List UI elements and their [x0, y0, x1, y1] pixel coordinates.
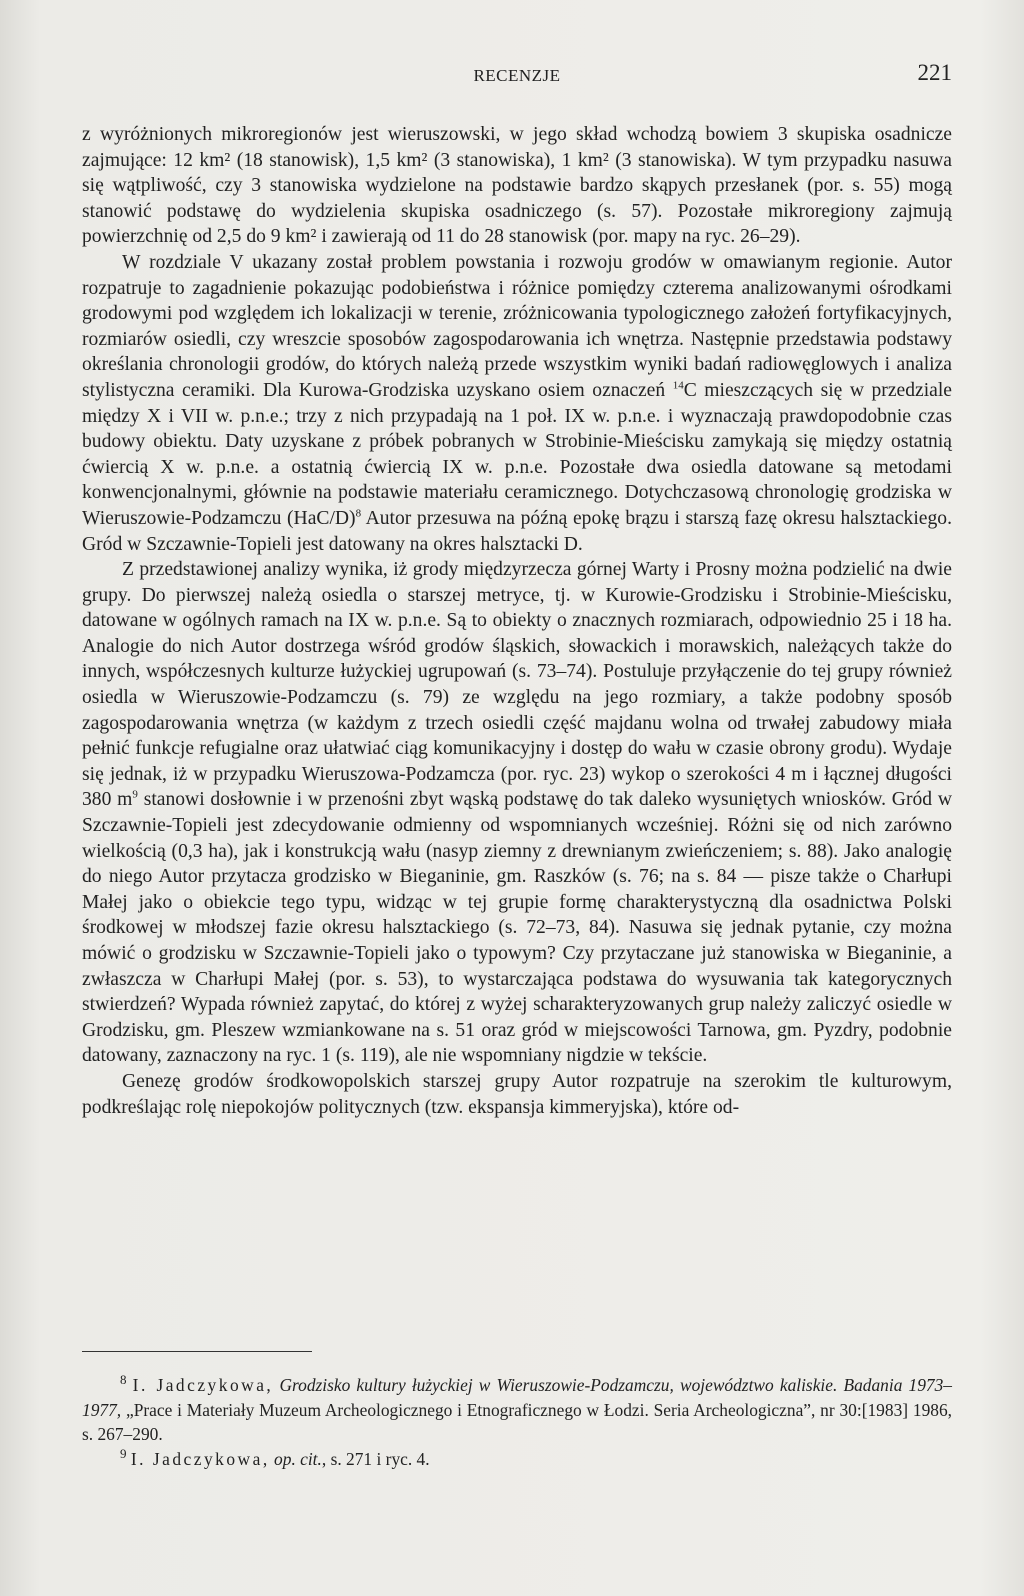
paragraph-1-text: z wyróżnionych mikroregionów jest wieruszowski, w jego skład wchodzą bowiem 3 skupiska osadnicze zajmujące: 12 km² (18 stanowisk), 1,5 km² (3 stanowiska), 1 km² (3 stanowiska). W tym przypadku nasuwa się wątpliwość, czy 3 stanowiska wydzielone na podstawie bardzo skąpych przesłanek (por. s. 55) mogą stanowić podstawę do wydzielenia skupiska osadniczego (s. 57). Pozostałe mikroregiony zajmują powierzchnię od 2,5 do 9 km² i zawierają od 11 do 28 stanowisk (por. mapy na ryc. 26–29).: [82, 124, 952, 248]
page-number: 221: [917, 60, 952, 85]
paragraph-3: [82, 557, 952, 1069]
footnotes: [82, 1373, 952, 1471]
paragraph-2-text-c: Autor przesuwa na późną epokę brązu i starszą fazę okresu halsztackiego. Gród w Szczawnie-Topieli jest datowany na okres halsztacki D.: [82, 507, 952, 555]
page-header: [82, 60, 952, 90]
running-head: RECENZJE: [473, 66, 561, 85]
footnote-9-title: op. cit.: [274, 1448, 322, 1469]
footnote-8: [82, 1373, 952, 1447]
paragraph-3-text-b: stanowi dosłownie i w przenośni zbyt wąską podstawę do tak daleko wysuniętych wniosków. Gród w Szczawnie-Topieli jest zdecydowanie odmienny od wspomnianych wcześniej. Różni się od nich zarówno wielkością (0,3 ha), jak i konstrukcją wału (nasyp ziemny z drewnianym zwieńczeniem; s. 88). Jako analogię do niego Autor przytacza grodzisko w Bieganinie, gm. Raszków (s. 76; na s. 84 — pisze także o Charłupi Małej jako o obiekcie tego typu, widząc w tej grupie formę charakterystyczną dla osadnictwa Polski środkowej w młodszej fazie okresu halsztackiego (s. 72–73, 84). Nasuwa się jednak pytanie, czy można mówić o grodzisku w Szczawnie-Topieli jako o typowym? Czy przytaczane już stanowiska w Bieganinie, a zwłaszcza w Charłupi Małej (por. s. 53), to wystarczająca podstawa do wysuwania tak kategorycznych stwierdzeń? Wypada również zapytać, do której z wyżej scharakteryzowanych grup należy zaliczyć osiedle w Grodzisku, gm. Pleszew wzmiankowane na s. 51 oraz gród w miejscowości Tarnowa, gm. Pyzdry, podobnie datowany, zaznaczony na ryc. 1 (s. 119), ale nie wspomniany nigdzie w tekście.: [82, 789, 952, 1067]
footnote-8-rest: „Prace i Materiały Muzeum Archeologicznego i Etnograficznego w Łodzi. Seria Archeologiczna”, nr 30:[1983] 1986, s. 267–290.: [82, 1399, 952, 1445]
paragraph-4: [82, 1069, 952, 1120]
footnote-9-author: I. Jadczykowa,: [130, 1448, 270, 1469]
paragraph-1: [82, 122, 952, 250]
footnote-separator: [82, 1351, 312, 1352]
footnote-8-title: Grodzisko kultury łużyckiej w Wieruszowie-Podzamczu, województwo kaliskie. Badania 1973–1977,: [82, 1375, 953, 1420]
footnote-9: [82, 1447, 952, 1472]
paragraph-2-text-a: W rozdziale V ukazany został problem powstania i rozwoju grodów w omawianym regionie. Autor rozpatruje to zagadnienie pokazując podobieństwa i różnice pomiędzy czterema analizowanymi ośrodkami grodowymi pod względem ich lokalizacji w terenie, zróżnicowania typologicznego założeń fortyfikacyjnych, rozmiarów osiedli, czy wreszcie sposobów zagospodarowania ich wnętrza. Następnie przedstawia podstawy określania chronologii grodów, do których należą przede wszystkim wyniki badań radiowęglowych i analiza stylistyczna ceramiki. Dla Kurowa-Grodziska uzyskano osiem oznaczeń: [82, 251, 952, 401]
paragraph-2-text-b: C mieszczących się w przedziale między X i VII w. p.n.e.; trzy z nich przypadają na 1 poł. IX w. p.n.e. i wyznaczają prawdopodobnie czas budowy obiektu. Daty uzyskane z próbek pobranych w Strobinie-Mieścisku zamykają się między ostatnią ćwiercią X w. p.n.e. a ostatnią ćwiercią IX w. p.n.e. Pozostałe dwa osiedla datowane są metodami konwencjonalnymi, głównie na podstawie materiału ceramicznego. Dotychczasową chronologię grodziska w Wieruszowie-Podzamczu (HaC/D): [82, 379, 952, 529]
footnote-9-mark: 9: [120, 1445, 127, 1461]
isotope-superscript: 14: [672, 379, 684, 392]
paragraph-3-text-a: Z przedstawionej analizy wynika, iż grody międzyrzecza górnej Warty i Prosny można podzielić na dwie grupy. Do pierwszej należą osiedla o starszej metryce, tj. w Kurowie-Grodzisku i Strobinie-Mieścisku, datowane w ogólnych ramach na IX w. p.n.e. Są to obiekty o znacznych rozmiarach, odpowiednio 25 i 18 ha. Analogie do nich Autor dostrzega wśród grodów śląskich, słowackich i morawskich, należących także do innych, współczesnych kulturze łużyckiej ugrupowań (s. 73–74). Postuluje przyłączenie do tej grupy również osiedla w Wieruszowie-Podzamczu (s. 79) ze względu na jego rozmiary, a także podobny sposób zagospodarowania wnętrza (w każdym z trzech osiedli część majdanu wolna od trwałej zabudowy miała pełnić funkcje refugialne oraz ułatwiać ciąg komunikacyjny i dostęp do wału w czasie obrony grodu). Wydaje się jednak, iż w przypadku Wieruszowa-Podzamcza (por. ryc. 23) wykop o szerokości 4 m i łącznej długości 380 m: [82, 559, 952, 811]
footnote-ref-9[interactable]: 9: [132, 788, 138, 801]
footnote-ref-8[interactable]: 8: [355, 507, 362, 520]
footnote-8-mark: 8: [120, 1371, 127, 1387]
footnote-8-author: I. Jadczykowa,: [132, 1375, 274, 1395]
footnote-9-rest: , s. 271 i ryc. 4.: [321, 1448, 430, 1469]
body-text: [82, 122, 952, 1120]
paragraph-2: [82, 250, 952, 557]
paragraph-4-text: Genezę grodów środkowopolskich starszej grupy Autor rozpatruje na szerokim tle kulturowym, podkreślając rolę niepokojów politycznych (tzw. ekspansja kimmeryjska), które od-: [82, 1070, 952, 1118]
